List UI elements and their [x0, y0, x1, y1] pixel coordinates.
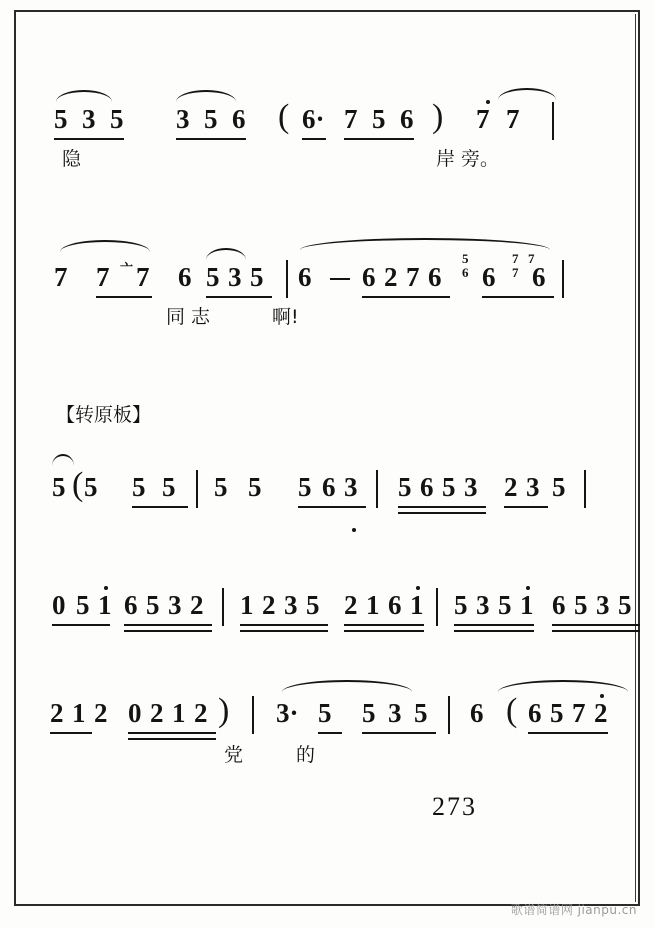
notation-row-1: [0, 88, 655, 148]
beam-line: [552, 630, 640, 632]
note-head: 6: [482, 262, 496, 292]
note-head: 3: [476, 590, 490, 620]
note-head: 7: [96, 262, 110, 292]
note-head: 5: [552, 472, 566, 502]
note-head: 3: [464, 472, 478, 502]
note-head: 1: [520, 590, 534, 620]
music-system-4: [0, 570, 655, 630]
note-head: 5: [146, 590, 160, 620]
note-head: 5: [298, 472, 312, 502]
note-head: 5: [454, 590, 468, 620]
grace-note: 7: [512, 251, 519, 266]
beam-line: [96, 296, 152, 298]
beam-line: [302, 138, 326, 140]
note-head: 5: [498, 590, 512, 620]
beam-line: [344, 624, 424, 626]
beam-line: [206, 296, 272, 298]
note-head: 6: [362, 262, 376, 292]
note-head: 2: [50, 698, 64, 728]
open-paren: (: [278, 98, 290, 135]
note-head: 5: [306, 590, 320, 620]
lyric-text: 岸 旁。: [436, 148, 500, 170]
octave-dot: [526, 586, 530, 590]
note-head: 6·: [302, 104, 325, 134]
grace-note: 7: [528, 251, 535, 266]
beam-line: [362, 296, 450, 298]
music-system-3: [0, 452, 655, 512]
octave-dot: [416, 586, 420, 590]
notation-row-4: [0, 570, 655, 630]
barline: [562, 260, 564, 298]
barline: [584, 470, 586, 508]
note-head: 5: [214, 472, 228, 502]
note-head: 5: [618, 590, 632, 620]
note-head: 6: [232, 104, 246, 134]
beam-line: [454, 630, 534, 632]
notation-row-2: [0, 240, 655, 300]
note-head: 5: [414, 698, 428, 728]
grace-note: 5: [462, 251, 469, 266]
note-head: 3: [526, 472, 540, 502]
note-head: 3: [284, 590, 298, 620]
note-head: 7: [572, 698, 586, 728]
note-head: 2: [94, 698, 108, 728]
note-head: 5: [110, 104, 124, 134]
open-paren: (: [506, 692, 518, 729]
note-head: 1: [366, 590, 380, 620]
note-head: 5: [248, 472, 262, 502]
notation-row-3: [0, 452, 655, 512]
octave-dot: [104, 586, 108, 590]
beam-line: [398, 506, 486, 508]
lyric-text: 啊!: [272, 306, 299, 328]
beam-line: [454, 624, 534, 626]
lyric-text: 党: [224, 744, 244, 766]
note-head: 6: [552, 590, 566, 620]
slur-icon: [206, 248, 246, 260]
note-head: 2: [194, 698, 208, 728]
beam-line: [504, 506, 548, 508]
slur-icon: [56, 90, 112, 102]
lyric-text: 的: [296, 744, 316, 766]
barline: [448, 696, 450, 734]
slur-icon: [498, 88, 556, 100]
beam-line: [240, 630, 328, 632]
slur-icon: [300, 238, 550, 250]
note-head: 5: [372, 104, 386, 134]
open-paren: (: [72, 466, 84, 503]
music-system-5: [0, 678, 655, 766]
beam-line: [298, 506, 366, 508]
note-head: 5: [76, 590, 90, 620]
note-head: 7: [406, 262, 420, 292]
note-head: 1: [72, 698, 86, 728]
note-head: 7: [136, 262, 150, 292]
note-head: 2: [504, 472, 518, 502]
note-head: 6: [178, 262, 192, 292]
beam-line: [528, 732, 608, 734]
beam-line: [398, 512, 486, 514]
note-head: 7: [54, 262, 68, 292]
note-head: 5: [442, 472, 456, 502]
note-head: 5: [318, 698, 332, 728]
beam-line: [52, 624, 110, 626]
slur-icon: [60, 240, 150, 252]
note-head: 7: [476, 104, 490, 134]
octave-dot: [486, 100, 490, 104]
note-head: 5: [362, 698, 376, 728]
slur-icon: [52, 454, 74, 466]
note-head: 6: [532, 262, 546, 292]
note-head: 5: [132, 472, 146, 502]
note-head: 7: [506, 104, 520, 134]
slur-icon: [282, 680, 412, 692]
hold-dash: [330, 278, 350, 280]
note-head: 0: [128, 698, 142, 728]
beam-line: [552, 624, 640, 626]
note-head: 2: [190, 590, 204, 620]
note-head: 6: [388, 590, 402, 620]
note-head: 6: [124, 590, 138, 620]
note-head: 5: [54, 104, 68, 134]
note-head: 3·: [276, 698, 299, 728]
barline: [552, 102, 554, 140]
note-head: 1: [240, 590, 254, 620]
music-system-1: [0, 88, 655, 170]
beam-line: [128, 738, 216, 740]
beam-line: [50, 732, 92, 734]
barline: [286, 260, 288, 298]
note-head: 5: [574, 590, 588, 620]
beam-line: [344, 630, 424, 632]
note-head: 6: [428, 262, 442, 292]
note-head: 5: [204, 104, 218, 134]
slur-icon: [176, 90, 236, 102]
note-head: 5: [550, 698, 564, 728]
note-head: 1: [172, 698, 186, 728]
note-head: 2: [262, 590, 276, 620]
note-head: 6: [298, 262, 312, 292]
barline: [376, 470, 378, 508]
note-head: 1: [98, 590, 112, 620]
barline: [252, 696, 254, 734]
note-head: 3: [176, 104, 190, 134]
grace-note: 亠: [120, 261, 134, 276]
note-head: 5: [84, 472, 98, 502]
barline: [222, 588, 224, 626]
close-paren: ): [432, 98, 444, 135]
note-head: 6: [470, 698, 484, 728]
note-head: 2: [594, 698, 608, 728]
note-head: 6: [528, 698, 542, 728]
beam-line: [128, 732, 216, 734]
note-head: 2: [150, 698, 164, 728]
note-head: 7: [344, 104, 358, 134]
octave-dot: [600, 694, 604, 698]
note-head: 6: [322, 472, 336, 502]
note-head: 5: [398, 472, 412, 502]
beam-line: [318, 732, 342, 734]
beam-line: [54, 138, 124, 140]
notation-row-5: [0, 678, 655, 738]
note-head: 3: [168, 590, 182, 620]
tempo-marking: 【转原板】: [56, 404, 152, 426]
note-head: 1: [410, 590, 424, 620]
close-paren: ): [218, 692, 230, 729]
rhythm-dot: [352, 528, 356, 532]
beam-line: [124, 630, 212, 632]
note-head: 6: [420, 472, 434, 502]
page-number: 273: [432, 792, 477, 821]
note-head: 5: [250, 262, 264, 292]
note-head: 3: [82, 104, 96, 134]
lyric-text: 同 志: [166, 306, 211, 328]
beam-line: [132, 506, 188, 508]
beam-line: [344, 138, 414, 140]
note-head: 5: [162, 472, 176, 502]
beam-line: [176, 138, 246, 140]
note-head: 3: [228, 262, 242, 292]
note-head: 3: [388, 698, 402, 728]
note-head: 5: [206, 262, 220, 292]
note-head: 2: [384, 262, 398, 292]
barline: [196, 470, 198, 508]
note-head: 3: [344, 472, 358, 502]
music-system-2: [0, 240, 655, 328]
barline: [436, 588, 438, 626]
slur-icon: [498, 680, 628, 692]
note-head: 2: [344, 590, 358, 620]
beam-line: [482, 296, 554, 298]
note-head: 0: [52, 590, 66, 620]
lyric-text: 隐: [62, 148, 82, 170]
beam-line: [362, 732, 436, 734]
grace-note: 6: [462, 265, 469, 280]
beam-line: [124, 624, 212, 626]
site-watermark: 歌谱简谱网 jianpu.cn: [510, 903, 637, 917]
note-head: 3: [596, 590, 610, 620]
grace-note: 7: [512, 265, 519, 280]
note-head: 5: [52, 472, 66, 502]
beam-line: [240, 624, 328, 626]
note-head: 6: [400, 104, 414, 134]
